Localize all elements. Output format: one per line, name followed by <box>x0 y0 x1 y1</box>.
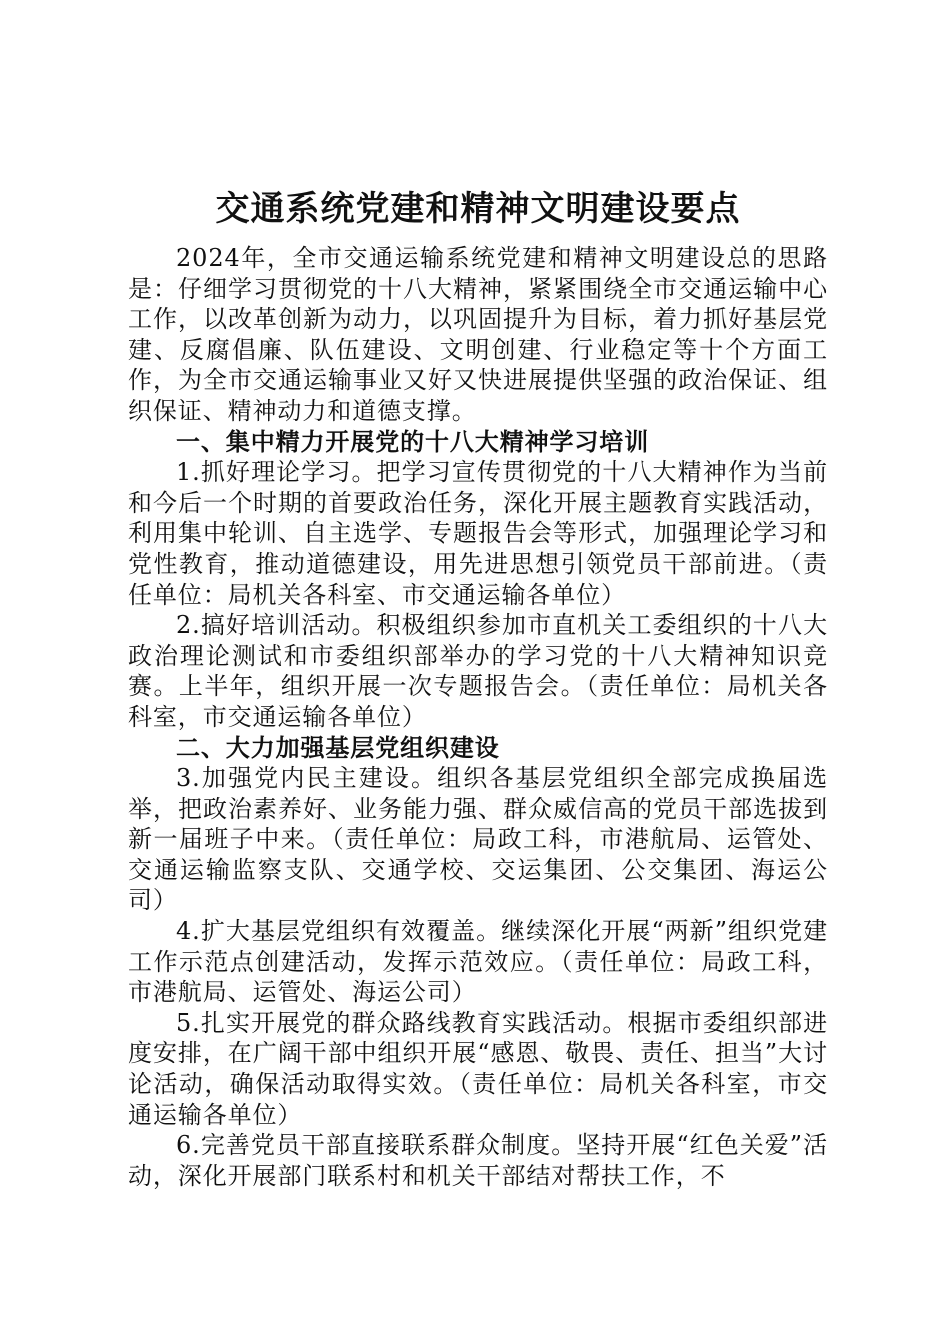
item-paragraph-1: 1.抓好理论学习。把学习宣传贯彻党的十八大精神作为当前和今后一个时期的首要政治任务，深化开展主题教育实践活动，利用集中轮训、自主选学、专题报告会等形式，加强理论学习和党性教育，推动道德建设，用先进思想引领党员干部前进。（责任单位：局机关各科室、市交通运输各单位） <box>128 458 828 609</box>
section-heading-2: 二、大力加强基层党组织建设 <box>176 732 500 762</box>
item-paragraph-4: 4.扩大基层党组织有效覆盖。继续深化开展“两新”组织党建工作示范点创建活动，发挥示范效应。（责任单位：局政工科，市港航局、运管处、海运公司） <box>128 917 828 1007</box>
document-title: 交通系统党建和精神文明建设要点 <box>215 189 741 229</box>
item-paragraph-3: 3.加强党内民主建设。组织各基层党组织全部完成换届选举，把政治素养好、业务能力强、群众威信高的党员干部选拔到新一届班子中来。（责任单位：局政工科，市港航局、运管处、交通运输监察支队、交通学校、交运集团、公交集团、海运公司） <box>128 764 828 915</box>
item-paragraph-6: 6.完善党员干部直接联系群众制度。坚持开展“红色关爱”活动，深化开展部门联系村和机关干部结对帮扶工作，不 <box>128 1131 828 1190</box>
section-heading-1: 一、集中精力开展党的十八大精神学习培训 <box>176 426 650 456</box>
document-body <box>128 185 828 1191</box>
intro-paragraph: 2024年，全市交通运输系统党建和精神文明建设总的思路是：仔细学习贯彻党的十八大精神，紧紧围绕全市交通运输中心工作，以改革创新为动力，以巩固提升为目标，着力抓好基层党建、反腐倡廉、队伍建设、文明创建、行业稳定等十个方面工作，为全市交通运输事业又好又快进展提供坚强的政治保证、组织保证、精神动力和道德支撑。 <box>128 244 828 425</box>
item-paragraph-5: 5.扎实开展党的群众路线教育实践活动。根据市委组织部进度安排，在广阔干部中组织开展“感恩、敬畏、责任、担当”大讨论活动，确保活动取得实效。（责任单位：局机关各科室，市交通运输各单位） <box>128 1008 828 1129</box>
item-paragraph-2: 2.搞好培训活动。积极组织参加市直机关工委组织的十八大政治理论测试和市委组织部举办的学习党的十八大精神知识竞赛。上半年，组织开展一次专题报告会。（责任单位：局机关各科室，市交通运输各单位） <box>128 611 828 731</box>
